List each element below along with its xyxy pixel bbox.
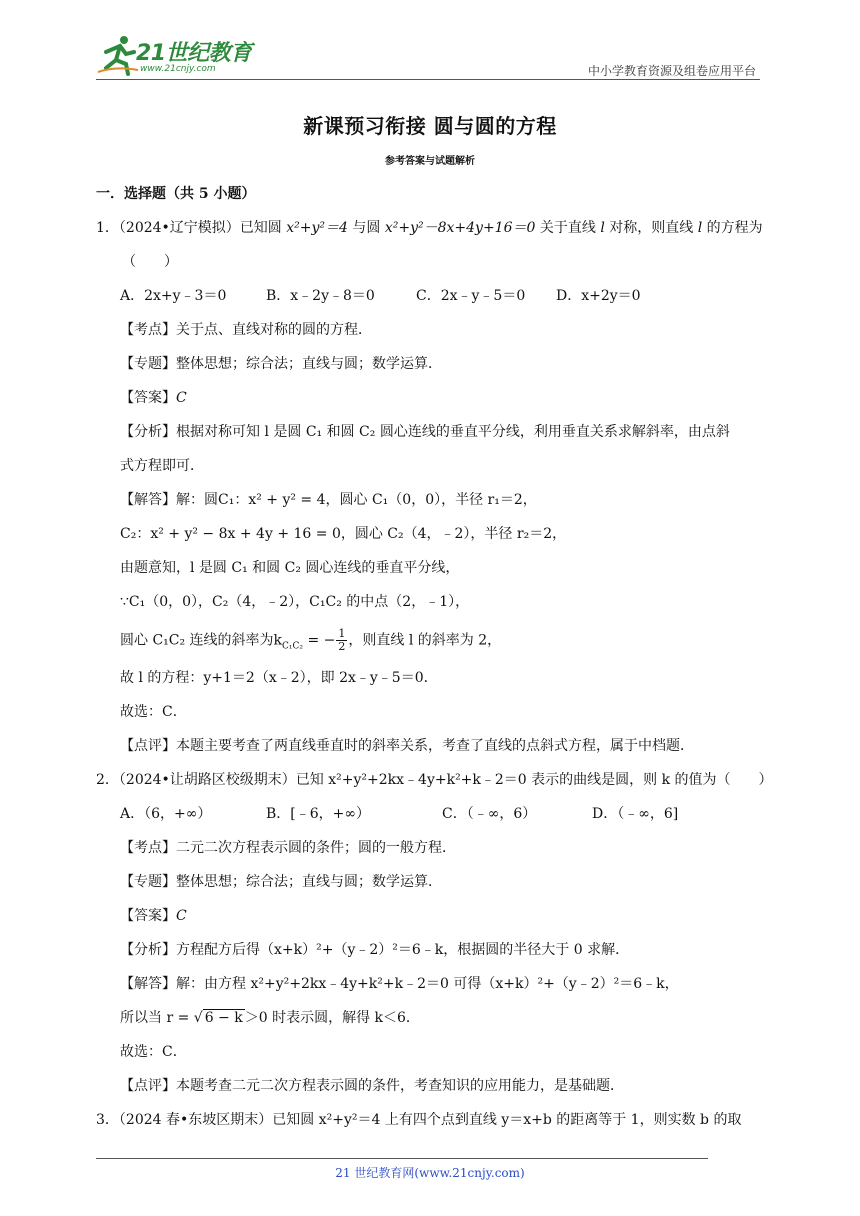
q2-stem bbox=[96, 770, 776, 790]
q2-text: 已知 x²+y²+2kx﹣4y+k²+k﹣2＝0 表示的曲线是圆，则 k 的值为（ ） bbox=[295, 772, 773, 788]
q3-source: （2024 春•东坡区期末） bbox=[118, 1112, 273, 1128]
q1-line-l: l bbox=[697, 220, 703, 236]
answer-value: C bbox=[176, 908, 187, 924]
q1-jieda-6: 故 l 的方程：y+1＝2（x﹣2），即 2x﹣y﹣5＝0． bbox=[120, 670, 438, 686]
q3-number: 3． bbox=[96, 1112, 119, 1128]
dianping-label: 【点评】 bbox=[120, 738, 176, 754]
q1-option-c: C．2x﹣y﹣5＝0 bbox=[416, 288, 526, 304]
q2-jieda bbox=[120, 974, 800, 994]
jieda-text: 解：由方程 x²+y²+2kx﹣4y+k²+k﹣2＝0 可得（x+k）²+（y﹣2）²＝6﹣k， bbox=[176, 976, 679, 992]
q2-answer bbox=[120, 906, 800, 926]
q1-text: 已知圆 bbox=[239, 220, 287, 236]
zhuanti-text: 整体思想；综合法；直线与圆；数学运算． bbox=[176, 874, 442, 890]
q1-jieda-5 bbox=[120, 628, 800, 653]
q2-jieda-2 bbox=[120, 1008, 800, 1028]
q1-fenxi bbox=[120, 422, 800, 442]
slope-text: 圆心 C₁C₂ 连线的斜率为k bbox=[120, 632, 283, 649]
logo-text: 21世纪教育 bbox=[136, 41, 252, 66]
q2-number: 2． bbox=[96, 772, 119, 788]
q2-dianping bbox=[120, 1076, 800, 1096]
page-subtitle: 参考答案与试题解析 bbox=[385, 156, 475, 167]
fraction-denominator: 2 bbox=[338, 640, 346, 653]
logo-url: www.21cnjy.com bbox=[140, 64, 216, 74]
q2-option-b: B．[﹣6，+∞） bbox=[266, 806, 371, 822]
page-title: 新课预习衔接 圆与圆的方程 bbox=[303, 114, 557, 138]
q1-option-b: B．x﹣2y﹣8＝0 bbox=[266, 288, 375, 304]
page-header bbox=[96, 30, 760, 78]
footer-link[interactable]: 21 世纪教育网(www.21cnjy.com) bbox=[335, 1166, 525, 1180]
footer-divider bbox=[96, 1158, 708, 1159]
answer-value: C bbox=[176, 390, 187, 406]
fraction-numerator: 1 bbox=[338, 627, 346, 640]
fenxi-text: 根据对称可知 l 是圆 C₁ 和圆 C₂ 圆心连线的垂直平分线，利用垂直关系求解斜率，由点斜 bbox=[176, 424, 730, 440]
sqrt-prefix: 所以当 r = √ bbox=[120, 1010, 203, 1026]
q1-option-d: D．x+2y＝0 bbox=[556, 288, 641, 304]
q2-option-a: A．（6，+∞） bbox=[120, 806, 212, 822]
q1-jieda-3: 由题意知，l 是圆 C₁ 和圆 C₂ 圆心连线的垂直平分线， bbox=[120, 560, 460, 576]
q1-options bbox=[120, 286, 800, 306]
section-heading: 一．选择题（共 5 小题） bbox=[96, 186, 256, 202]
q1-dianping bbox=[120, 736, 800, 756]
runner-logo-icon bbox=[96, 32, 140, 76]
q2-option-d: D．（﹣∞，6] bbox=[592, 806, 679, 822]
q3-text: 已知圆 x²+y²＝4 上有四个点到直线 y＝x+b 的距离等于 1，则实数 b 的取 bbox=[272, 1112, 742, 1128]
q1-fenxi-cont: 式方程即可． bbox=[120, 458, 204, 474]
q2-kaodian bbox=[120, 838, 800, 858]
fenxi-text: 方程配方后得（x+k）²+（y﹣2）²＝6﹣k，根据圆的半径大于 0 求解． bbox=[176, 942, 630, 958]
dianping-label: 【点评】 bbox=[120, 1078, 176, 1094]
jieda-text: 解：圆C₁：x² + y² = 4，圆心 C₁（0，0），半径 r₁＝2， bbox=[176, 492, 537, 508]
jieda-label: 【解答】 bbox=[120, 976, 176, 992]
dianping-text: 本题主要考查了两直线垂直时的斜率关系，考查了直线的点斜式方程，属于中档题． bbox=[176, 738, 694, 754]
kaodian-label: 【考点】 bbox=[120, 840, 176, 856]
q1-text: 关于直线 bbox=[535, 220, 601, 236]
q2-zhuanti bbox=[120, 872, 800, 892]
dianping-text: 本题考查二元二次方程表示圆的条件，考查知识的应用能力，是基础题． bbox=[176, 1078, 624, 1094]
fraction bbox=[336, 628, 347, 653]
kaodian-text: 二元二次方程表示圆的条件；圆的一般方程． bbox=[176, 840, 456, 856]
q3-stem bbox=[96, 1110, 776, 1130]
q1-text: 对称，则直线 bbox=[604, 220, 698, 236]
q1-jieda-4: ∵C₁（0，0），C₂（4，﹣2），C₁C₂ 的中点（2，﹣1）， bbox=[120, 594, 470, 610]
q1-answer bbox=[120, 388, 800, 408]
q1-number: 1． bbox=[96, 220, 119, 236]
q1-line-l: l bbox=[600, 220, 605, 236]
q1-jieda-2: C₂：x² + y² − 8x + 4y + 16 = 0，圆心 C₂（4，﹣2），半径 r₂＝2， bbox=[120, 526, 567, 542]
q1-eq2: x²+y²－8x+4y+16＝0 bbox=[384, 220, 536, 236]
q1-eq1: x²+y²＝4 bbox=[286, 220, 348, 236]
q1-zhuanti bbox=[120, 354, 800, 374]
zhuanti-label: 【专题】 bbox=[120, 356, 176, 372]
logo bbox=[96, 30, 266, 78]
kaodian-label: 【考点】 bbox=[120, 322, 176, 338]
header-platform-name: 中小学教育资源及组卷应用平台 bbox=[587, 64, 756, 78]
q1-kaodian bbox=[120, 320, 800, 340]
q2-source: （2024•让胡路区校级期末） bbox=[118, 772, 296, 788]
q1-text: 与圆 bbox=[347, 220, 385, 236]
slope-subscript: C₁C₂ bbox=[282, 641, 304, 652]
q1-text: 的方程为 bbox=[702, 220, 763, 236]
slope-equals: = − bbox=[303, 632, 336, 649]
q1-jieda-7: 故选：C． bbox=[120, 704, 187, 720]
jieda-label: 【解答】 bbox=[120, 492, 176, 508]
fenxi-label: 【分析】 bbox=[120, 424, 176, 440]
answer-label: 【答案】 bbox=[120, 390, 176, 406]
sqrt-conclusion: ＞0 时表示圆，解得 k＜6． bbox=[244, 1010, 420, 1026]
q1-stem bbox=[96, 218, 776, 238]
q1-source: （2024•辽宁模拟） bbox=[118, 220, 240, 236]
q2-option-c: C．（﹣∞，6） bbox=[442, 806, 537, 822]
q1-jieda bbox=[120, 490, 800, 510]
kaodian-text: 关于点、直线对称的圆的方程． bbox=[176, 322, 372, 338]
sqrt-radicand: 6 − k bbox=[204, 1010, 243, 1026]
zhuanti-text: 整体思想；综合法；直线与圆；数学运算． bbox=[176, 356, 442, 372]
answer-label: 【答案】 bbox=[120, 908, 176, 924]
q1-option-a: A．2x+y﹣3＝0 bbox=[120, 288, 227, 304]
q2-jieda-3: 故选：C． bbox=[120, 1044, 187, 1060]
q2-fenxi bbox=[120, 940, 800, 960]
zhuanti-label: 【专题】 bbox=[120, 874, 176, 890]
fenxi-label: 【分析】 bbox=[120, 942, 176, 958]
slope-conclusion: ，则直线 l 的斜率为 2， bbox=[348, 632, 502, 649]
header-divider bbox=[96, 79, 760, 80]
q1-paren: （ ） bbox=[122, 254, 178, 270]
q2-options bbox=[120, 804, 800, 824]
